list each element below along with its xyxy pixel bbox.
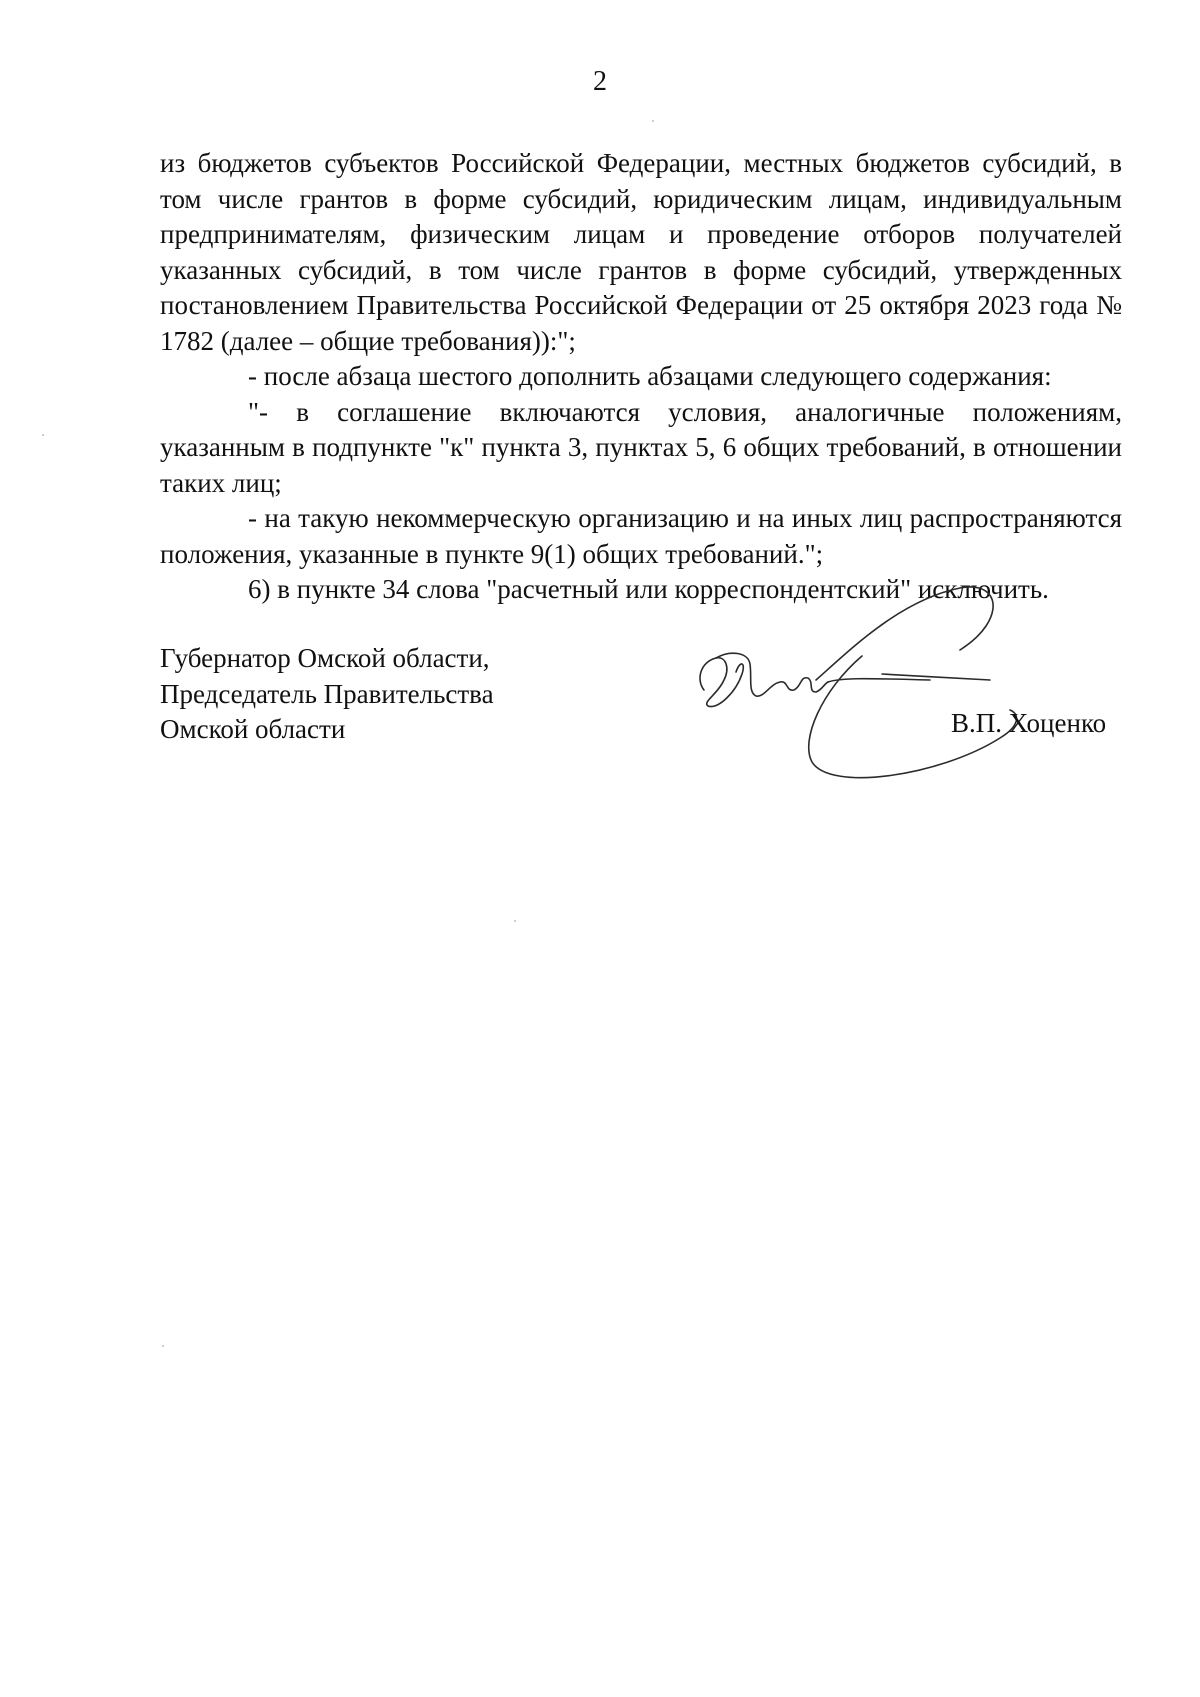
document-body (160, 146, 1122, 608)
scan-speck (162, 1345, 164, 1347)
scan-speck (514, 920, 516, 922)
position-line: Омской области (160, 714, 346, 744)
handwritten-signature (690, 580, 1070, 800)
signer-name: В.П. Хоценко (951, 708, 1107, 738)
paragraph-item-34: 6) в пункте 34 слова "расчетный или корреспондентский" исключить. (248, 574, 1049, 604)
paragraph-continuation: из бюджетов субъектов Российской Федерации, местных бюджетов субсидий, в том числе грантов в форме субсидий, юридическим лицам, индивидуальным предпринимателям, физическим лицам и проведение отборов получателей указанных субсидий, в том числе грантов в форме субсидий, утвержденных постановлением Правительства Российской Федерации от 25 октября 2023 года № 1782 (далее – общие требования)):"; (160, 148, 1122, 356)
position-line: Председатель Правительства (160, 678, 494, 709)
signatory-position (160, 641, 494, 748)
paragraph-agreement-conditions: "- в соглашение включаются условия, аналогичные положениям, указанным в подпункте "к" пункта 3, пунктах 5, 6 общих требований, в отношении таких лиц; (160, 396, 1122, 498)
paragraph-amendment-intro: - после абзаца шестого дополнить абзацами следующего содержания: (248, 361, 1052, 391)
page-number: 2 (593, 66, 607, 97)
scan-speck (652, 120, 654, 122)
position-line: Губернатор Омской области, (160, 643, 490, 673)
scan-speck (42, 434, 44, 436)
paragraph-nonprofit-provisions: - на такую некоммерческую организацию и на иных лиц распространяются положения, указанные в пункте 9(1) общих требований."; (160, 503, 1122, 569)
